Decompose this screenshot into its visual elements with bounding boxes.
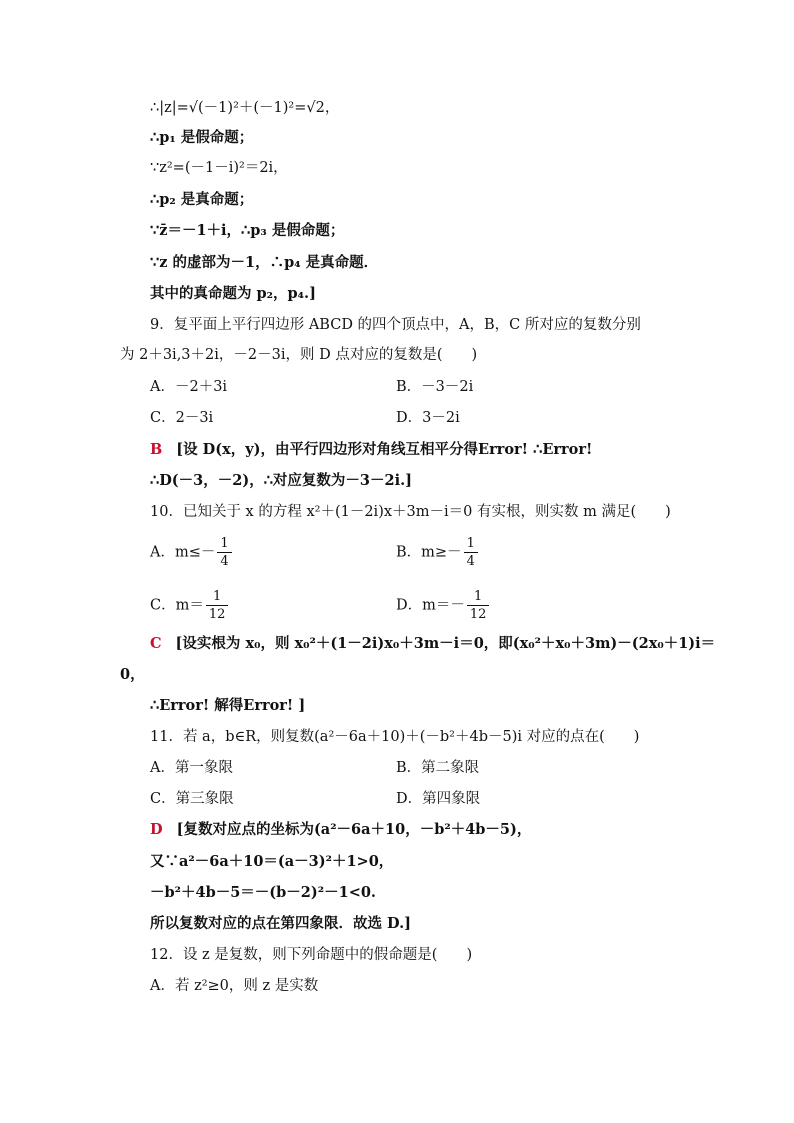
fraction bbox=[467, 588, 490, 623]
option-a: A．若 z²≥0，则 z 是实数 bbox=[150, 978, 319, 994]
solution-text: [设 D(x，y)，由平行四边形对角线互相平分得Error! ∴Error! bbox=[176, 441, 593, 458]
solution-line: 0， bbox=[120, 666, 145, 683]
option-a-label: A．m≤－ bbox=[150, 544, 216, 561]
fraction-numerator: 1 bbox=[464, 535, 478, 553]
option-c-label: C．m＝ bbox=[150, 597, 204, 614]
option-d: D．3－2i bbox=[396, 410, 460, 426]
text-line: 其中的真命题为 p₂，p₄.] bbox=[150, 285, 316, 302]
option-c: C．2－3i bbox=[150, 410, 214, 426]
option-d bbox=[396, 588, 491, 623]
option-d-label: D．m＝－ bbox=[396, 597, 465, 614]
fraction bbox=[206, 588, 229, 623]
fraction bbox=[217, 535, 231, 570]
solution-text: [复数对应点的坐标为(a²－6a＋10，－b²＋4b－5)， bbox=[176, 821, 532, 838]
solution-text: [设实根为 x₀，则 x₀²＋(1－2i)x₀＋3m－i＝0，即(x₀²＋x₀＋3m)－(2x₀＋1)i＝ bbox=[175, 635, 716, 652]
solution-line bbox=[150, 440, 592, 460]
text-line: ∴p₁ 是假命题； bbox=[150, 129, 254, 146]
answer-letter: D bbox=[150, 821, 163, 838]
solution-line: ∴D(－3，－2)，∴对应复数为－3－2i.] bbox=[150, 472, 413, 489]
fraction-denominator: 4 bbox=[466, 554, 475, 569]
fraction-numerator: 1 bbox=[467, 588, 490, 606]
option-c bbox=[150, 588, 230, 623]
option-b: B．第二象限 bbox=[396, 760, 480, 776]
solution-line bbox=[150, 634, 715, 654]
text-line: ∵z̄＝－1＋i，∴p₃ 是假命题； bbox=[150, 222, 345, 239]
text-line: ∵z 的虚部为－1，∴p₄ 是真命题． bbox=[150, 254, 379, 271]
option-c: C．第三象限 bbox=[150, 791, 234, 807]
option-a bbox=[150, 535, 234, 570]
option-a: A．－2＋3i bbox=[150, 379, 228, 395]
option-b bbox=[396, 535, 480, 570]
answer-letter: B bbox=[150, 441, 163, 458]
fraction-numerator: 1 bbox=[206, 588, 229, 606]
question-9-stem: 9．复平面上平行四边形 ABCD 的四个顶点中，A，B，C 所对应的复数分别 bbox=[150, 317, 641, 333]
question-11-stem: 11．若 a，b∈R，则复数(a²－6a＋10)＋(－b²＋4b－5)i 对应的点在( ) bbox=[150, 729, 640, 745]
fraction bbox=[464, 535, 478, 570]
question-10-stem: 10．已知关于 x 的方程 x²＋(1－2i)x＋3m－i＝0 有实根，则实数 m 满足( ) bbox=[150, 504, 671, 520]
option-b: B．－3－2i bbox=[396, 379, 474, 395]
option-a: A．第一象限 bbox=[150, 760, 233, 776]
question-9-stem-cont: 为 2＋3i,3＋2i，－2－3i，则 D 点对应的复数是( ) bbox=[120, 347, 478, 363]
question-12-stem: 12．设 z 是复数，则下列命题中的假命题是( ) bbox=[150, 947, 473, 963]
fraction-denominator: 4 bbox=[220, 554, 229, 569]
solution-line: ∴Error! 解得Error! ] bbox=[150, 697, 306, 714]
solution-line: 又∵a²－6a＋10＝(a－3)²＋1>0， bbox=[150, 853, 394, 870]
fraction-denominator: 12 bbox=[469, 607, 487, 622]
text-line: ∴p₂ 是真命题； bbox=[150, 191, 254, 208]
fraction-denominator: 12 bbox=[208, 607, 226, 622]
text-line: ∴|z|=√(－1)²＋(－1)²=√2， bbox=[150, 100, 340, 116]
option-d: D．第四象限 bbox=[396, 791, 481, 807]
option-b-label: B．m≥－ bbox=[396, 544, 462, 561]
solution-line bbox=[150, 820, 531, 840]
solution-line: －b²＋4b－5＝－(b－2)²－1<0. bbox=[150, 884, 376, 901]
fraction-numerator: 1 bbox=[217, 535, 231, 553]
solution-line: 所以复数对应的点在第四象限．故选 D.] bbox=[150, 915, 412, 932]
answer-letter: C bbox=[150, 635, 162, 652]
text-line: ∵z²=(－1－i)²＝2i， bbox=[150, 160, 288, 176]
